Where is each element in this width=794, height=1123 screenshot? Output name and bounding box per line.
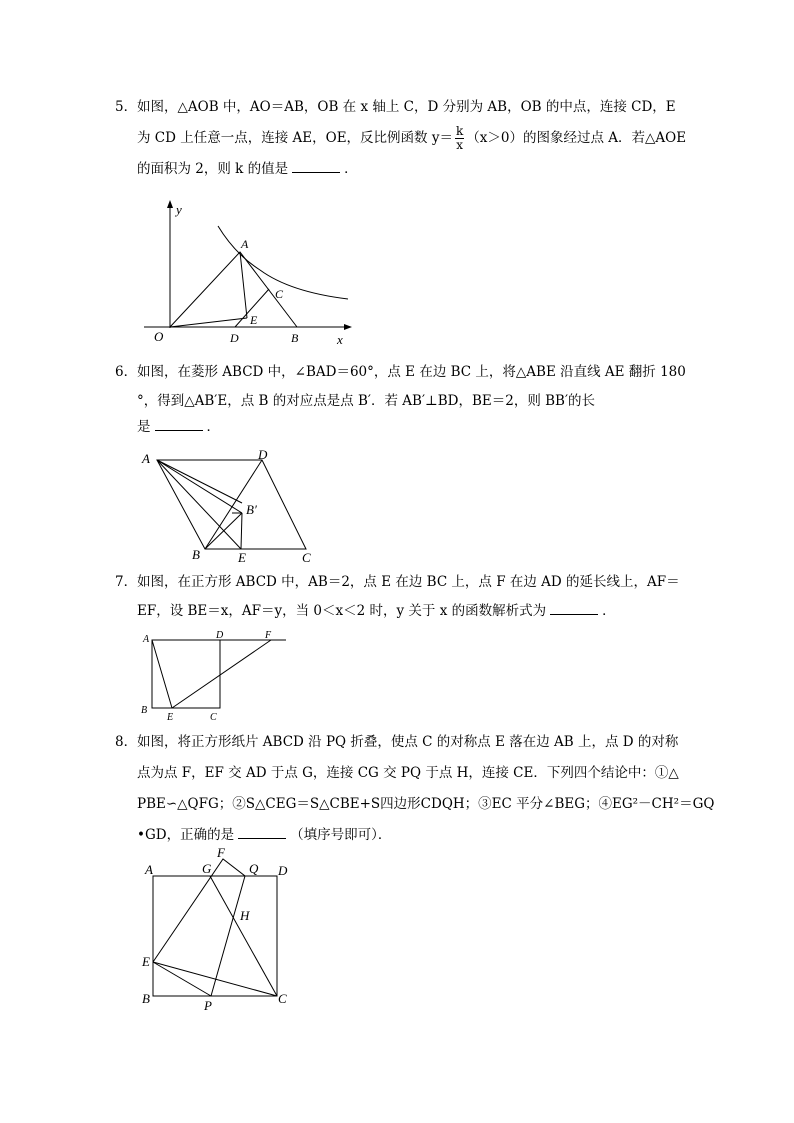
- label-O: O: [154, 329, 164, 344]
- label-C: C: [278, 991, 287, 1006]
- question-number: 6．: [115, 364, 138, 380]
- label-E: E: [238, 550, 246, 565]
- label-B-prime: B′: [246, 502, 257, 517]
- label-B: B: [291, 331, 299, 345]
- question-line: 如图，△AOB 中，AO＝AB，OB 在 x 轴上 C，D 分别为 AB，OB 的中点，连接 CD，E: [137, 99, 676, 115]
- question-line: 如图，将正方形纸片 ABCD 沿 PQ 折叠，使点 C 的对称点 E 落在边 AB 上，点 D 的对称: [137, 734, 679, 750]
- question-5: [115, 92, 687, 185]
- label-E: E: [167, 712, 174, 723]
- label-C: C: [210, 712, 217, 723]
- question-line: 如图，在菱形 ABCD 中，∠BAD＝60°，点 E 在边 BC 上，将△ABE 沿直线 AE 翻折 180: [137, 364, 686, 380]
- question-number: 7．: [115, 574, 138, 590]
- question-line: 为 CD 上任意一点，连接 AE，OE，反比例函数 y＝ $\frac{k}{x}$ （x＞0）的图象经过点 A．若△AOE: [137, 124, 687, 152]
- label-y: y: [176, 202, 182, 217]
- fraction: $\frac{k}{x}$: [455, 124, 464, 152]
- label-F: F: [265, 630, 272, 641]
- question-7: [115, 567, 680, 624]
- question-line: PBE∽△QFG；②S△CEG＝S△CBE+S四边形CDQH；③EC 平分∠BEG；④EG²－CH²＝GQ: [137, 796, 715, 812]
- label-D: D: [258, 447, 268, 462]
- label-A: A: [145, 862, 153, 877]
- label-C: C: [302, 550, 311, 565]
- label-D: D: [230, 331, 239, 345]
- question-line: 点为点 F，EF 交 AD 于点 G，连接 CG 交 PQ 于点 H，连接 CE．下列四个结论中：①△: [137, 765, 679, 781]
- answer-blank[interactable]: [155, 418, 203, 431]
- question-8: [115, 727, 715, 851]
- figure-q7: [140, 628, 300, 723]
- label-A: A: [143, 634, 150, 645]
- question-line: •GD，正确的是 （填序号即可）．: [137, 827, 392, 843]
- question-line: EF，设 BE＝x，AF＝y，当 0＜x＜2 时，y 关于 x 的函数解析式为 ．: [137, 603, 616, 619]
- question-number: 8．: [115, 734, 138, 750]
- question-number: 5．: [115, 99, 138, 115]
- figure-q5: [140, 196, 360, 346]
- label-F: F: [217, 845, 225, 860]
- question-line: 的面积为 2，则 k 的值是 ．: [137, 161, 358, 177]
- figure-q8: [140, 845, 300, 1015]
- answer-blank[interactable]: [550, 602, 598, 615]
- question-6: [115, 357, 686, 440]
- label-E: E: [250, 313, 258, 327]
- label-A: A: [241, 237, 249, 251]
- label-G: G: [202, 861, 212, 876]
- question-line: 如图，在正方形 ABCD 中，AB＝2，点 E 在边 BC 上，点 F 在边 AD 的延长线上，AF＝: [137, 574, 680, 590]
- answer-blank[interactable]: [238, 826, 286, 839]
- label-x: x: [337, 332, 343, 347]
- label-Q: Q: [249, 861, 259, 876]
- label-H: H: [240, 908, 250, 923]
- answer-blank[interactable]: [292, 160, 340, 173]
- question-line: 是 ．: [137, 419, 220, 435]
- question-line: °，得到△AB′E，点 B 的对应点是点 B′．若 AB′⊥BD，BE＝2，则 BB′的长: [137, 393, 596, 409]
- label-E: E: [142, 954, 150, 969]
- label-D: D: [216, 630, 224, 641]
- figure-q6: [140, 445, 330, 570]
- label-C: C: [275, 287, 284, 301]
- label-B: B: [192, 547, 200, 562]
- label-P: P: [204, 998, 212, 1013]
- label-B: B: [142, 991, 150, 1006]
- label-A: A: [142, 451, 150, 466]
- label-B: B: [141, 705, 148, 716]
- label-D: D: [278, 863, 288, 878]
